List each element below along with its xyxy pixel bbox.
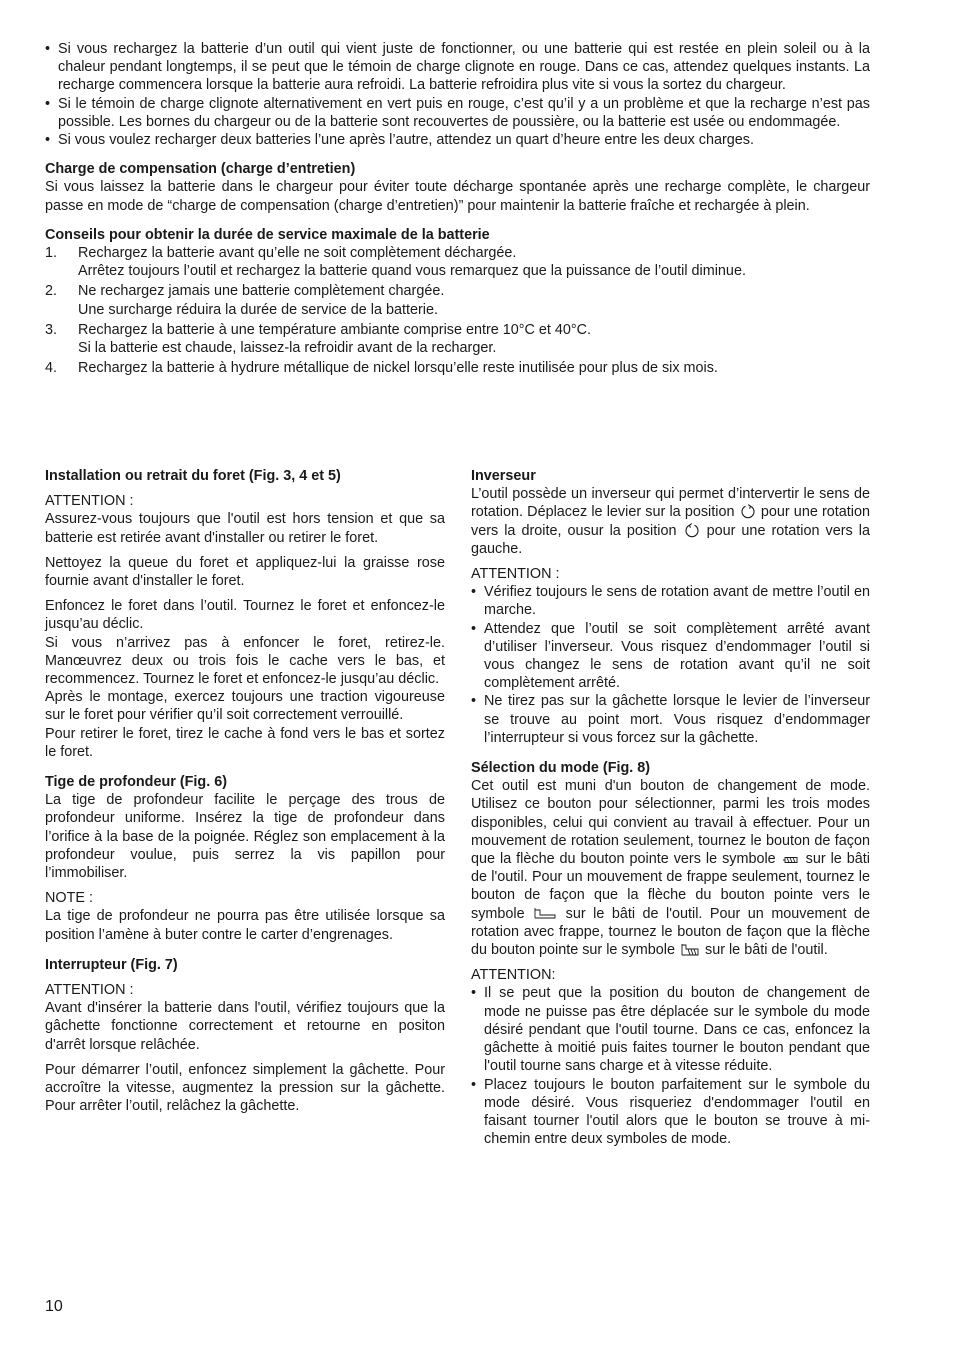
paragraph: La tige de profondeur facilite le perçage des trous de profondeur uniforme. Insérez la tige de profondeur dans l’orifice à la base de la poignée. Réglez son emplacement à la profondeur voulue, puis serrez la vis papillon pour l’immobiliser. xyxy=(45,792,445,882)
switch-heading: Interrupteur (Fig. 7) xyxy=(45,956,178,973)
item-number: 2. xyxy=(45,283,58,300)
mode-heading: Sélection du mode (Fig. 8) xyxy=(471,760,651,777)
top-section xyxy=(45,40,870,377)
note-text: La tige de profondeur ne pourra pas être utilisée lorsque sa position l’amène à buter contre le carter d’engrenages. xyxy=(45,908,445,943)
reverse-caution-list xyxy=(471,583,870,747)
left-column xyxy=(45,467,445,1116)
charging-notes-list xyxy=(45,40,870,149)
depth-heading: Tige de profondeur (Fig. 6) xyxy=(45,774,228,791)
item-line: Rechargez la batterie à une température ambiante comprise entre 10°C et 40°C. xyxy=(78,321,592,338)
item-number: 4. xyxy=(45,360,58,377)
install-heading: Installation ou retrait du foret (Fig. 3, 4 et 5) xyxy=(45,468,341,484)
item-line: Ne rechargez jamais une batterie complètement chargée. xyxy=(78,283,445,300)
list-item xyxy=(45,244,870,280)
item-line: Rechargez la batterie à hydrure métallique de nickel lorsqu’elle reste inutilisée pour plus de six mois. xyxy=(78,360,718,377)
list-item: • Si le témoin de charge clignote alternativement en vert puis en rouge, c’est qu’il y a un problème et que la recharge n’est pas possible. Les bornes du chargeur ou de la batterie sont recouvertes de poussière, ou la batterie est usée ou endommagée. xyxy=(45,95,870,131)
list-item: • Si vous rechargez la batterie d’un outil qui vient juste de fonctionner, ou une batterie qui est restée en plein soleil ou à la chaleur pendant longtemps, il se peut que le témoin de charge clignote en rouge. Dans ce cas, attendez quelques instants. La recharge commencera lorsque la batterie aura refroidi. La batterie refroidira plus vite si vous la sortez du chargeur. xyxy=(45,40,870,95)
compensation-text: Si vous laissez la batterie dans le chargeur pour éviter toute décharge spontanée après une recharge complète, le chargeur passe en mode de “charge de compensation (charge d’entretien)” pour maintenir la batterie fraîche et rechargée à plein. xyxy=(45,179,870,214)
item-number: 1. xyxy=(45,245,58,262)
item-line: Une surcharge réduira la durée de service de la batterie. xyxy=(78,301,438,318)
right-column xyxy=(471,467,870,1148)
list-item xyxy=(45,321,870,357)
note-label: NOTE : xyxy=(45,890,93,907)
caution-label: ATTENTION : xyxy=(471,566,560,583)
paragraph: Enfoncez le foret dans l’outil. Tournez le foret et enfoncez-le jusqu’au déclic. xyxy=(45,598,445,633)
paragraph: Après le montage, exercez toujours une traction vigoureuse sur le foret pour vérifier qu’il soit correctement verrouillé. xyxy=(45,689,445,724)
item-line: Si la batterie est chaude, laissez-la refroidir avant de la recharger. xyxy=(78,340,497,357)
paragraph: Si vous n’arrivez pas à enfoncer le foret, retirez-le. Manœuvrez deux ou trois fois le cache vers le bas, et recommencez. Tournez le foret et enfoncez-le jusqu’au déclic. xyxy=(45,634,445,688)
paragraph: Nettoyez la queue du foret et appliquez-lui la graisse rose fournie avant d'installer le foret. xyxy=(45,554,445,590)
item-line: Arrêtez toujours l’outil et rechargez la batterie quand vous remarquez que la puissance de l’outil diminue. xyxy=(78,263,746,280)
caution-label: ATTENTION : xyxy=(45,982,134,999)
list-item xyxy=(45,359,870,377)
mode-caution-list xyxy=(471,984,870,1148)
rotation-counterclockwise-icon xyxy=(684,522,700,538)
tips-list xyxy=(45,244,870,377)
hammering-only-symbol-icon xyxy=(533,907,557,921)
rotation-only-symbol-icon xyxy=(782,854,800,866)
list-item: • Vérifiez toujours le sens de rotation avant de mettre l’outil en marche. xyxy=(471,583,870,619)
compensation-heading: Charge de compensation (charge d’entretien) xyxy=(45,161,356,178)
list-item: • Si vous voulez recharger deux batteries l’une après l’autre, attendez un quart d’heure entre les deux charges. xyxy=(45,131,870,149)
mode-text: Cet outil est muni d'un bouton de changement de mode. Utilisez ce bouton pour sélectionner, parmi les trois modes disponibles, celui qui convient au travail à effectuer. Pour un mouvement de rotation seulement, tournez le bouton de façon que la flèche du bouton pointe vers le symbole sur le bâti de l'outil. Pour un mouvement de frappe seulement, tournez le bouton de façon que la flèche du bouton pointe vers le symbole sur le bâti de l'outil. Pour un mouvement de rotation avec frappe, tournez le bouton de façon que la flèche du bouton pointe sur le symbole sur le bâti de l'outil. xyxy=(471,778,871,959)
caution-text: Assurez-vous toujours que l'outil est hors tension et que sa batterie est retirée avant d'installer ou retirer le foret. xyxy=(45,511,445,546)
item-line: Rechargez la batterie avant qu’elle ne soit complètement déchargée. xyxy=(78,245,517,262)
reverse-text: L’outil possède un inverseur qui permet d’intervertir le sens de rotation. Déplacez le levier sur la position pour une rotation vers la droite, ousur la position pour une rotation vers la gauche. xyxy=(471,486,870,557)
list-item: • Ne tirez pas sur la gâchette lorsque le levier de l’inverseur se trouve au point mort. Vous risquez d’endommager l’interrupteur si vous forcez sur la gâchette. xyxy=(471,692,870,747)
reverse-heading: Inverseur xyxy=(471,468,536,484)
caution-text: Avant d'insérer la batterie dans l'outil, vérifiez toujours que la gâchette fonctionne correctement et retourne en positon d'arrêt lorsque relâchée. xyxy=(45,1000,445,1053)
list-item: • Il se peut que la position du bouton de changement de mode ne puisse pas être déplacée sur le symbole du mode désiré pendant que l'outil tourne. Dans ce cas, enfoncez la gâchette à moitié puis faites tourner le bouton pendant que l'outil tourne sans charge et à vitesse réduite. xyxy=(471,984,870,1075)
list-item: • Placez toujours le bouton parfaitement sur le symbole du mode désiré. Vous risqueriez d'endommager l'outil en faisant tourner l'outil alors que le bouton se trouve à mi-chemin entre deux symboles de mode. xyxy=(471,1076,870,1149)
caution-label: ATTENTION: xyxy=(471,967,556,984)
paragraph: Pour retirer le foret, tirez le cache à fond vers le bas et sortez le foret. xyxy=(45,725,445,760)
list-item xyxy=(45,282,870,318)
rotation-with-hammering-symbol-icon xyxy=(680,943,700,957)
list-item: • Attendez que l’outil se soit complètement arrêté avant d’utiliser l’inverseur. Vous risquez d’endommager l’outil si vous changez le sens de rotation avant qu’il ne soit complètement arrêté. xyxy=(471,620,870,693)
page-number: 10 xyxy=(45,1298,63,1315)
tips-heading: Conseils pour obtenir la durée de service maximale de la batterie xyxy=(45,226,490,243)
rotation-clockwise-icon xyxy=(740,503,756,519)
item-number: 3. xyxy=(45,321,58,338)
paragraph: Pour démarrer l’outil, enfoncez simplement la gâchette. Pour accroître la vitesse, augmentez la pression sur la gâchette. Pour arrêter l’outil, relâchez la gâchette. xyxy=(45,1061,445,1115)
caution-label: ATTENTION : xyxy=(45,493,134,510)
